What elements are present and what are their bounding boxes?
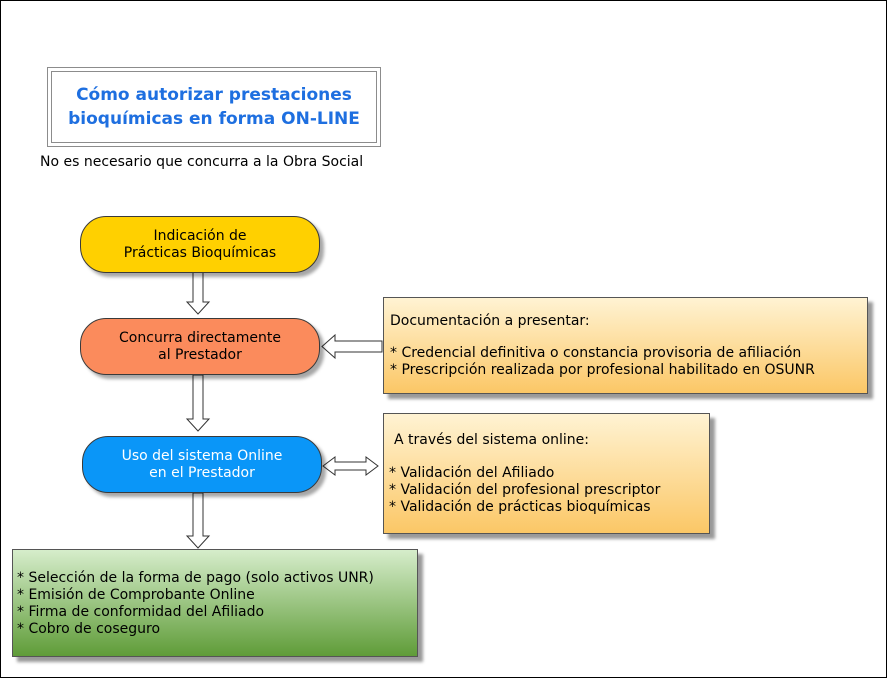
- arrow-down-1: [187, 272, 209, 314]
- step-indicacion: [80, 216, 320, 273]
- documentation-heading: Documentación a presentar:: [390, 313, 590, 329]
- online-system-item: * Validación de prácticas bioquímicas: [389, 499, 651, 515]
- final-step-item: * Firma de conformidad del Afiliado: [17, 604, 265, 620]
- arrow-down-3: [187, 493, 209, 548]
- online-system-box: [383, 413, 710, 534]
- online-system-item: * Validación del Afiliado: [389, 465, 555, 481]
- diagram-title: Cómo autorizar prestaciones bioquímicas en forma ON-LINE: [68, 85, 360, 129]
- final-step-item: * Selección de la forma de pago (solo activos UNR): [17, 570, 374, 586]
- arrow-double-online: [323, 457, 378, 475]
- subtitle: No es necesario que concurra a la Obra Social: [40, 154, 364, 170]
- step-indicacion-label: Indicación de Prácticas Bioquímicas: [123, 227, 277, 261]
- final-step-item: * Cobro de coseguro: [17, 621, 161, 637]
- online-system-heading: A través del sistema online:: [394, 432, 590, 448]
- documentation-box: [383, 297, 868, 394]
- final-steps-box: [12, 549, 418, 657]
- step-sistema-online-label: Uso del sistema Online en el Prestador: [121, 447, 283, 481]
- step-sistema-online: [82, 436, 322, 493]
- documentation-item: * Credencial definitiva o constancia provisoria de afiliación: [390, 345, 802, 361]
- step-concurra-label: Concurra directamente al Prestador: [119, 329, 281, 363]
- documentation-item: * Prescripción realizada por profesional habilitado en OSUNR: [390, 362, 815, 378]
- online-system-item: * Validación del profesional prescriptor: [389, 482, 661, 498]
- step-concurra: [80, 318, 320, 375]
- arrow-down-2: [187, 375, 209, 431]
- arrow-left-documentation: [322, 335, 382, 358]
- final-step-item: * Emisión de Comprobante Online: [17, 587, 255, 603]
